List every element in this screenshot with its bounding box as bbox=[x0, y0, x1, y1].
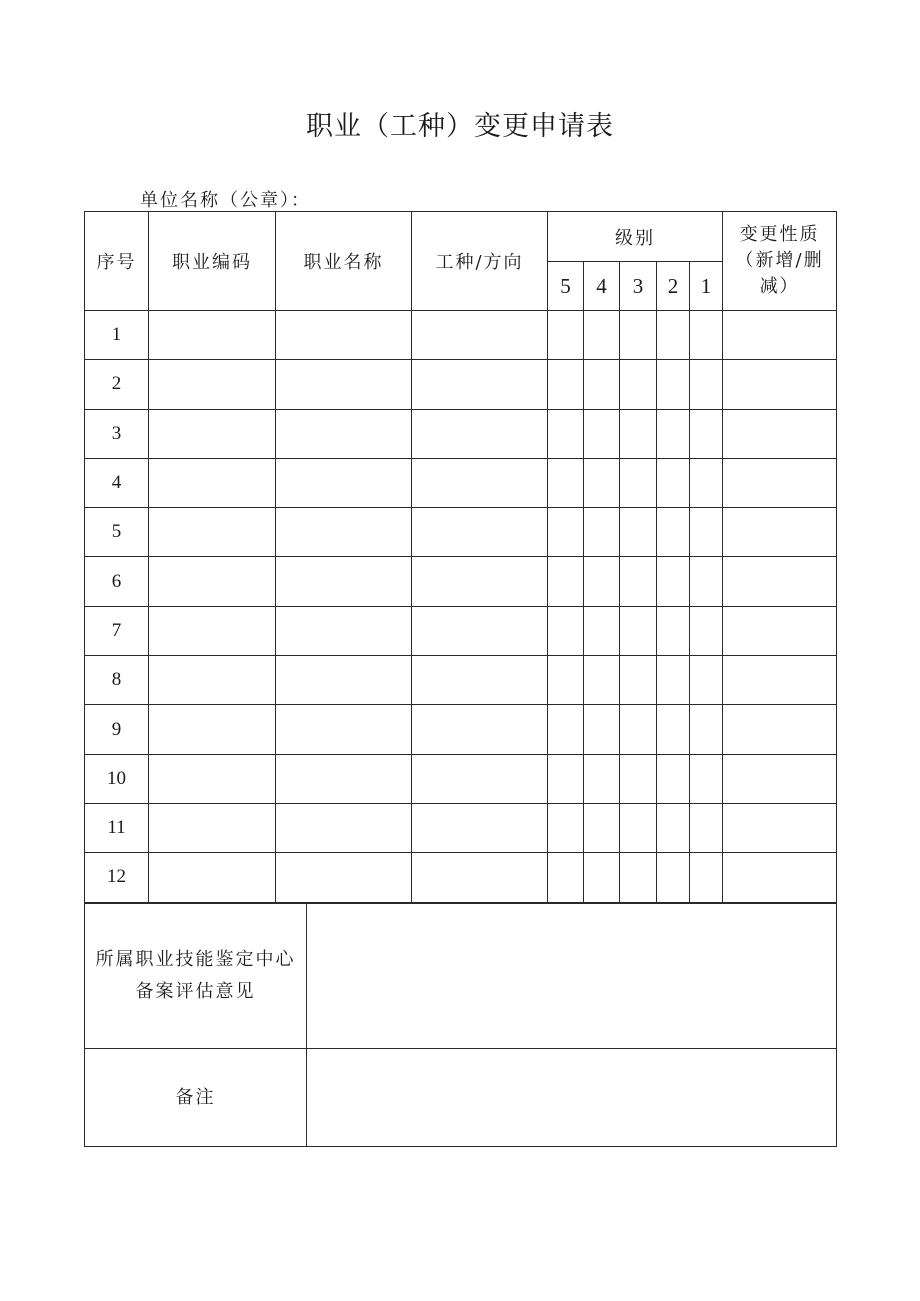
header-change-nature-line1: 变更性质 bbox=[739, 224, 820, 245]
cell-work-type[interactable] bbox=[412, 409, 548, 458]
cell-work-type[interactable] bbox=[412, 853, 548, 902]
cell-level-5[interactable] bbox=[548, 853, 584, 902]
level-5: 5 bbox=[548, 262, 584, 311]
cell-occupation-code[interactable] bbox=[149, 656, 276, 705]
cell-change-nature[interactable] bbox=[723, 705, 837, 754]
cell-level-3[interactable] bbox=[620, 803, 657, 852]
table-row bbox=[85, 458, 837, 507]
cell-level-3[interactable] bbox=[620, 311, 657, 360]
cell-work-type[interactable] bbox=[412, 656, 548, 705]
table-row bbox=[85, 557, 837, 606]
cell-level-2[interactable] bbox=[657, 853, 690, 902]
cell-work-type[interactable] bbox=[412, 557, 548, 606]
cell-occupation-name[interactable] bbox=[276, 656, 412, 705]
cell-level-1[interactable] bbox=[690, 311, 723, 360]
cell-level-3[interactable] bbox=[620, 606, 657, 655]
cell-change-nature[interactable] bbox=[723, 557, 837, 606]
cell-level-4[interactable] bbox=[584, 360, 620, 409]
cell-level-4[interactable] bbox=[584, 508, 620, 557]
header-seq: 序号 bbox=[85, 212, 149, 311]
cell-change-nature[interactable] bbox=[723, 803, 837, 852]
cell-level-5[interactable] bbox=[548, 311, 584, 360]
cell-level-4[interactable] bbox=[584, 409, 620, 458]
cell-level-2[interactable] bbox=[657, 606, 690, 655]
cell-occupation-code[interactable] bbox=[149, 458, 276, 507]
opinion-label-line1: 所属职业技能鉴定中心 bbox=[95, 949, 296, 970]
cell-work-type[interactable] bbox=[412, 360, 548, 409]
cell-occupation-name[interactable] bbox=[276, 606, 412, 655]
table-row bbox=[85, 705, 837, 754]
cell-occupation-name[interactable] bbox=[276, 705, 412, 754]
cell-level-5[interactable] bbox=[548, 656, 584, 705]
cell-level-1[interactable] bbox=[690, 705, 723, 754]
cell-occupation-code[interactable] bbox=[149, 360, 276, 409]
cell-change-nature[interactable] bbox=[723, 360, 837, 409]
application-table bbox=[84, 211, 837, 903]
cell-level-5[interactable] bbox=[548, 606, 584, 655]
cell-level-5[interactable] bbox=[548, 508, 584, 557]
table-row bbox=[85, 360, 837, 409]
cell-occupation-name[interactable] bbox=[276, 360, 412, 409]
cell-occupation-code[interactable] bbox=[149, 705, 276, 754]
header-change-nature-line2: （新增/删 bbox=[735, 250, 824, 271]
table-row bbox=[85, 311, 837, 360]
cell-change-nature[interactable] bbox=[723, 606, 837, 655]
cell-level-4[interactable] bbox=[584, 705, 620, 754]
cell-level-2[interactable] bbox=[657, 360, 690, 409]
cell-level-4[interactable] bbox=[584, 458, 620, 507]
cell-occupation-name[interactable] bbox=[276, 458, 412, 507]
cell-level-2[interactable] bbox=[657, 508, 690, 557]
cell-level-4[interactable] bbox=[584, 803, 620, 852]
cell-occupation-code[interactable] bbox=[149, 409, 276, 458]
cell-occupation-code[interactable] bbox=[149, 557, 276, 606]
level-2: 2 bbox=[657, 262, 690, 311]
table-row bbox=[85, 409, 837, 458]
cell-level-2[interactable] bbox=[657, 754, 690, 803]
remark-label: 备注 bbox=[85, 1049, 307, 1147]
cell-level-3[interactable] bbox=[620, 656, 657, 705]
cell-level-4[interactable] bbox=[584, 754, 620, 803]
cell-occupation-code[interactable] bbox=[149, 311, 276, 360]
unit-name-label: 单位名称（公章）： bbox=[140, 190, 311, 211]
cell-occupation-code[interactable] bbox=[149, 754, 276, 803]
cell-change-nature[interactable] bbox=[723, 754, 837, 803]
cell-level-3[interactable] bbox=[620, 705, 657, 754]
cell-level-3[interactable] bbox=[620, 557, 657, 606]
header-work-type: 工种/方向 bbox=[412, 212, 548, 311]
cell-level-5[interactable] bbox=[548, 705, 584, 754]
cell-level-5[interactable] bbox=[548, 360, 584, 409]
cell-occupation-code[interactable] bbox=[149, 606, 276, 655]
level-3: 3 bbox=[620, 262, 657, 311]
cell-level-5[interactable] bbox=[548, 754, 584, 803]
cell-level-3[interactable] bbox=[620, 458, 657, 507]
row-seq: 10 bbox=[85, 754, 149, 803]
cell-level-2[interactable] bbox=[657, 311, 690, 360]
cell-level-5[interactable] bbox=[548, 803, 584, 852]
cell-level-3[interactable] bbox=[620, 360, 657, 409]
cell-change-nature[interactable] bbox=[723, 508, 837, 557]
cell-level-2[interactable] bbox=[657, 705, 690, 754]
cell-occupation-code[interactable] bbox=[149, 803, 276, 852]
remark-field[interactable] bbox=[307, 1049, 837, 1147]
cell-level-3[interactable] bbox=[620, 508, 657, 557]
table-row bbox=[85, 508, 837, 557]
cell-change-nature[interactable] bbox=[723, 853, 837, 902]
cell-occupation-name[interactable] bbox=[276, 409, 412, 458]
table-row bbox=[85, 754, 837, 803]
cell-level-2[interactable] bbox=[657, 803, 690, 852]
cell-occupation-name[interactable] bbox=[276, 508, 412, 557]
cell-level-1[interactable] bbox=[690, 754, 723, 803]
cell-level-2[interactable] bbox=[657, 557, 690, 606]
header-occupation-name: 职业名称 bbox=[276, 212, 412, 311]
cell-level-1[interactable] bbox=[690, 606, 723, 655]
cell-occupation-code[interactable] bbox=[149, 853, 276, 902]
cell-level-1[interactable] bbox=[690, 508, 723, 557]
level-1: 1 bbox=[690, 262, 723, 311]
row-seq: 9 bbox=[85, 705, 149, 754]
cell-level-1[interactable] bbox=[690, 458, 723, 507]
table-row bbox=[85, 606, 837, 655]
cell-occupation-code[interactable] bbox=[149, 508, 276, 557]
row-seq: 11 bbox=[85, 803, 149, 852]
cell-work-type[interactable] bbox=[412, 508, 548, 557]
row-seq: 2 bbox=[85, 360, 149, 409]
cell-change-nature[interactable] bbox=[723, 311, 837, 360]
opinion-label-line2: 备案评估意见 bbox=[135, 981, 256, 1002]
cell-occupation-name[interactable] bbox=[276, 311, 412, 360]
cell-level-4[interactable] bbox=[584, 853, 620, 902]
cell-change-nature[interactable] bbox=[723, 458, 837, 507]
header-change-nature-line3: 减） bbox=[759, 276, 800, 297]
cell-level-3[interactable] bbox=[620, 409, 657, 458]
row-seq: 6 bbox=[85, 557, 149, 606]
row-seq: 3 bbox=[85, 409, 149, 458]
cell-level-4[interactable] bbox=[584, 656, 620, 705]
cell-level-1[interactable] bbox=[690, 803, 723, 852]
cell-work-type[interactable] bbox=[412, 606, 548, 655]
table-row bbox=[85, 803, 837, 852]
cell-level-5[interactable] bbox=[548, 557, 584, 606]
cell-level-5[interactable] bbox=[548, 458, 584, 507]
row-seq: 7 bbox=[85, 606, 149, 655]
cell-level-4[interactable] bbox=[584, 311, 620, 360]
cell-level-1[interactable] bbox=[690, 360, 723, 409]
cell-work-type[interactable] bbox=[412, 458, 548, 507]
row-seq: 5 bbox=[85, 508, 149, 557]
row-seq: 12 bbox=[85, 853, 149, 902]
cell-work-type[interactable] bbox=[412, 754, 548, 803]
opinion-label bbox=[85, 904, 307, 1049]
cell-change-nature[interactable] bbox=[723, 409, 837, 458]
cell-level-2[interactable] bbox=[657, 409, 690, 458]
cell-level-1[interactable] bbox=[690, 557, 723, 606]
cell-level-3[interactable] bbox=[620, 853, 657, 902]
cell-level-1[interactable] bbox=[690, 409, 723, 458]
cell-work-type[interactable] bbox=[412, 803, 548, 852]
cell-occupation-name[interactable] bbox=[276, 803, 412, 852]
table-row bbox=[85, 853, 837, 902]
cell-level-4[interactable] bbox=[584, 606, 620, 655]
cell-level-2[interactable] bbox=[657, 656, 690, 705]
cell-level-3[interactable] bbox=[620, 754, 657, 803]
form-title: 职业（工种）变更申请表 bbox=[306, 111, 614, 142]
header-change-nature bbox=[723, 212, 837, 311]
cell-level-5[interactable] bbox=[548, 409, 584, 458]
cell-occupation-name[interactable] bbox=[276, 754, 412, 803]
footer-table bbox=[84, 903, 837, 1147]
table-row bbox=[85, 656, 837, 705]
cell-work-type[interactable] bbox=[412, 705, 548, 754]
opinion-field[interactable] bbox=[307, 904, 837, 1049]
cell-change-nature[interactable] bbox=[723, 656, 837, 705]
level-4: 4 bbox=[584, 262, 620, 311]
cell-occupation-name[interactable] bbox=[276, 853, 412, 902]
row-seq: 4 bbox=[85, 458, 149, 507]
cell-occupation-name[interactable] bbox=[276, 557, 412, 606]
cell-level-4[interactable] bbox=[584, 557, 620, 606]
cell-level-2[interactable] bbox=[657, 458, 690, 507]
cell-level-1[interactable] bbox=[690, 853, 723, 902]
row-seq: 1 bbox=[85, 311, 149, 360]
header-level: 级别 bbox=[548, 212, 723, 262]
row-seq: 8 bbox=[85, 656, 149, 705]
cell-work-type[interactable] bbox=[412, 311, 548, 360]
cell-level-1[interactable] bbox=[690, 656, 723, 705]
header-occupation-code: 职业编码 bbox=[149, 212, 276, 311]
